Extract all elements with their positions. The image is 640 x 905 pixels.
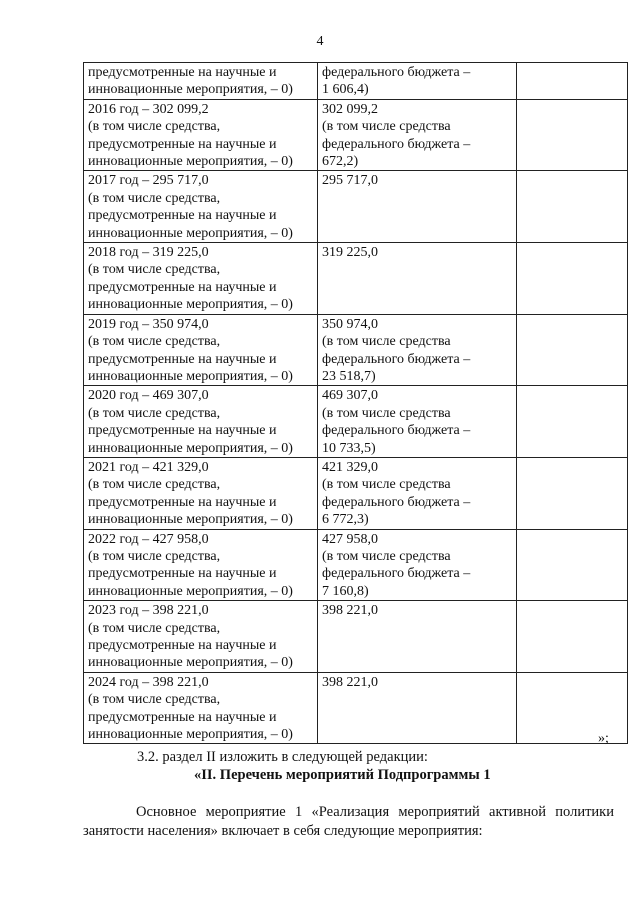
empty-cell — [517, 314, 628, 386]
budget-cell — [318, 386, 517, 458]
table-row — [84, 171, 628, 243]
table-row — [84, 601, 628, 673]
cell-line: 469 307,0 — [322, 388, 378, 404]
year-funding-cell — [84, 386, 318, 458]
table-row — [84, 672, 628, 744]
cell-line: 2022 год – 427 958,0 — [88, 531, 209, 547]
cell-line: 2020 год – 469 307,0 — [88, 388, 209, 404]
budget-cell — [318, 63, 517, 100]
year-funding-cell — [84, 529, 318, 601]
cell-line: предусмотренные на научные и — [88, 638, 277, 653]
cell-line: предусмотренные на научные и — [88, 65, 277, 80]
cell-line: 319 225,0 — [322, 245, 378, 261]
year-funding-cell — [84, 314, 318, 386]
cell-line: инновационные мероприятия, – 0) — [88, 655, 293, 671]
cell-line: инновационные мероприятия, – 0) — [88, 82, 293, 98]
cell-line: инновационные мероприятия, – 0) — [88, 583, 293, 599]
cell-line: (в том числе средства, — [88, 119, 221, 135]
closing-quote-mark: »; — [598, 731, 609, 746]
cell-line: федерального бюджета – — [322, 494, 471, 510]
cell-line: инновационные мероприятия, – 0) — [88, 154, 293, 170]
empty-cell — [517, 672, 628, 744]
budget-cell — [318, 457, 517, 529]
empty-cell — [517, 457, 628, 529]
cell-line: федерального бюджета – — [322, 566, 471, 582]
cell-line: 2017 год – 295 717,0 — [88, 173, 209, 189]
cell-line: 2023 год – 398 221,0 — [88, 603, 209, 619]
year-funding-cell — [84, 99, 318, 171]
cell-line: предусмотренные на научные и — [88, 279, 277, 295]
cell-line: федерального бюджета – — [322, 351, 471, 367]
section-instruction: 3.2. раздел II изложить в следующей редакции: — [137, 749, 428, 765]
paragraph-line: занятости населения» включает в себя следующие мероприятия: — [83, 823, 483, 839]
budget-cell — [318, 99, 517, 171]
budget-cell — [318, 601, 517, 673]
table-row — [84, 529, 628, 601]
cell-line: (в том числе средства, — [88, 620, 221, 636]
cell-line: (в том числе средства — [322, 334, 451, 350]
cell-line: 2016 год – 302 099,2 — [88, 101, 209, 117]
body-paragraph — [83, 803, 614, 841]
cell-line: (в том числе средства — [322, 119, 451, 135]
empty-cell — [517, 99, 628, 171]
cell-line: 350 974,0 — [322, 316, 378, 332]
empty-cell — [517, 601, 628, 673]
cell-line: инновационные мероприятия, – 0) — [88, 297, 293, 313]
cell-line: инновационные мероприятия, – 0) — [88, 225, 293, 241]
cell-line: предусмотренные на научные и — [88, 136, 277, 152]
year-funding-cell — [84, 601, 318, 673]
empty-cell — [517, 529, 628, 601]
table-row — [84, 99, 628, 171]
year-funding-cell — [84, 457, 318, 529]
budget-cell — [318, 314, 517, 386]
cell-line: предусмотренные на научные и — [88, 351, 277, 367]
year-funding-cell — [84, 243, 318, 315]
budget-cell — [318, 171, 517, 243]
cell-line: федерального бюджета – — [322, 136, 471, 152]
cell-line: (в том числе средства, — [88, 262, 221, 278]
cell-line: 398 221,0 — [322, 603, 378, 619]
table-row — [84, 314, 628, 386]
budget-cell — [318, 529, 517, 601]
paragraph-line: Основное мероприятие 1 «Реализация мероприятий активной политики — [136, 804, 614, 820]
cell-line: 295 717,0 — [322, 173, 378, 189]
cell-line: 421 329,0 — [322, 459, 378, 475]
empty-cell — [517, 386, 628, 458]
cell-line: предусмотренные на научные и — [88, 494, 277, 510]
cell-line: 2018 год – 319 225,0 — [88, 245, 209, 261]
cell-line: (в том числе средства — [322, 477, 451, 493]
cell-line: федерального бюджета – — [322, 423, 471, 439]
cell-line: 6 772,3) — [322, 512, 369, 528]
cell-line: 398 221,0 — [322, 674, 378, 690]
empty-cell — [517, 243, 628, 315]
empty-cell — [517, 63, 628, 100]
cell-line: инновационные мероприятия, – 0) — [88, 512, 293, 528]
cell-line: (в том числе средства, — [88, 548, 221, 564]
table-row — [84, 63, 628, 100]
table-body — [84, 63, 628, 744]
cell-line: 1 606,4) — [322, 82, 369, 98]
cell-line: (в том числе средства, — [88, 334, 221, 350]
cell-line: 7 160,8) — [322, 583, 369, 599]
year-funding-cell — [84, 672, 318, 744]
table-row — [84, 386, 628, 458]
cell-line: (в том числе средства, — [88, 190, 221, 206]
cell-line: 2021 год – 421 329,0 — [88, 459, 209, 475]
cell-line: 23 518,7) — [322, 368, 376, 384]
cell-line: предусмотренные на научные и — [88, 566, 277, 582]
cell-line: (в том числе средства, — [88, 692, 221, 708]
cell-line: 302 099,2 — [322, 101, 378, 117]
cell-line: (в том числе средства — [322, 548, 451, 564]
cell-line: инновационные мероприятия, – 0) — [88, 727, 293, 743]
cell-line: предусмотренные на научные и — [88, 423, 277, 439]
empty-cell — [517, 171, 628, 243]
year-funding-cell — [84, 171, 318, 243]
cell-line: 672,2) — [322, 154, 359, 170]
cell-line: предусмотренные на научные и — [88, 709, 277, 725]
cell-line: предусмотренные на научные и — [88, 208, 277, 224]
cell-line: федерального бюджета – — [322, 65, 471, 80]
year-funding-cell — [84, 63, 318, 100]
cell-line: (в том числе средства — [322, 405, 451, 421]
cell-line: инновационные мероприятия, – 0) — [88, 368, 293, 384]
budget-cell — [318, 672, 517, 744]
budget-table — [83, 62, 628, 744]
table-row — [84, 457, 628, 529]
page-number: 4 — [316, 34, 324, 49]
section-heading: «II. Перечень мероприятий Подпрограммы 1 — [194, 767, 491, 783]
cell-line: (в том числе средства, — [88, 405, 221, 421]
cell-line: 2019 год – 350 974,0 — [88, 316, 209, 332]
cell-line: 2024 год – 398 221,0 — [88, 674, 209, 690]
cell-line: 10 733,5) — [322, 440, 376, 456]
budget-cell — [318, 243, 517, 315]
cell-line: инновационные мероприятия, – 0) — [88, 440, 293, 456]
cell-line: 427 958,0 — [322, 531, 378, 547]
table-row — [84, 243, 628, 315]
cell-line: (в том числе средства, — [88, 477, 221, 493]
